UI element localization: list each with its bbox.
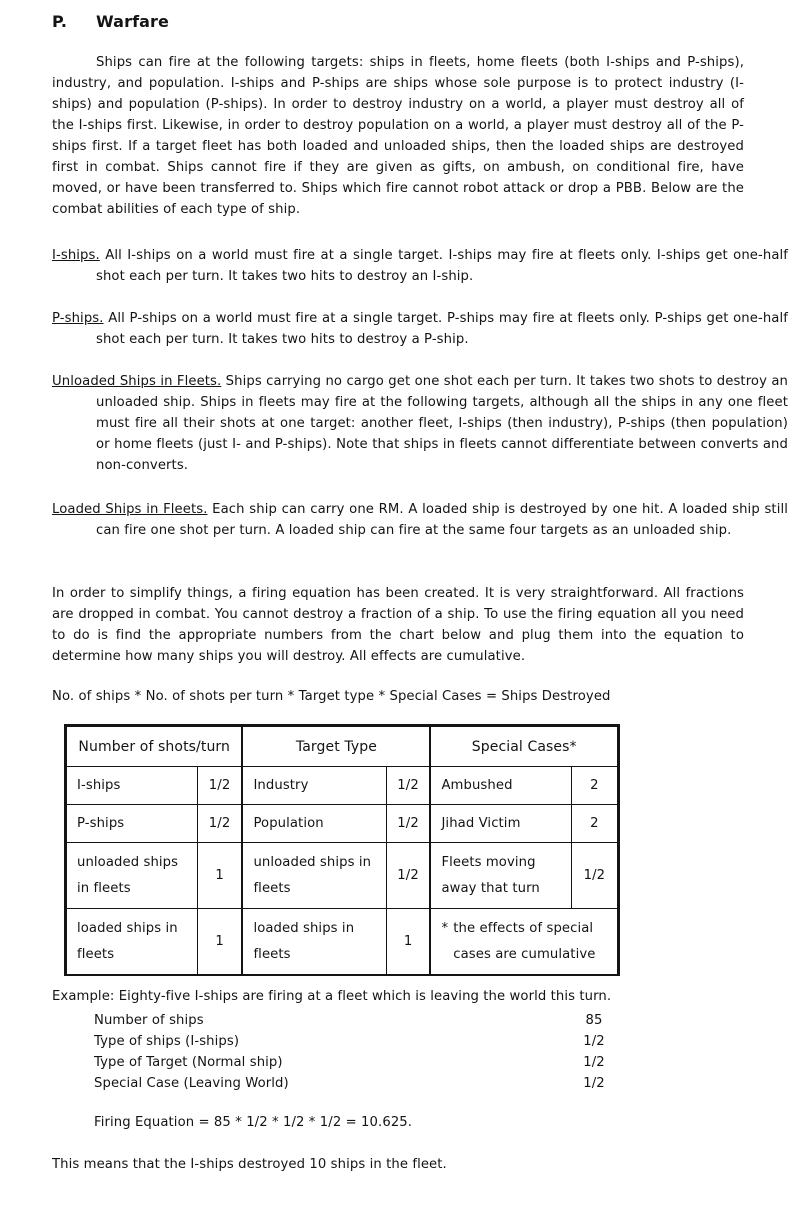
example-row — [94, 1031, 614, 1052]
example-row-label: Special Case (Leaving World) — [94, 1076, 289, 1091]
shots-value: 1 — [197, 843, 242, 909]
shots-label: loaded ships in fleets — [67, 909, 198, 975]
special-value: 2 — [571, 805, 617, 843]
special-label: Fleets moving away that turn — [430, 843, 571, 909]
p-ships-text: All P-ships on a world must fire at a single target. P-ships may fire at fleets only. P-ships get one-half shot each per turn. It takes two hits to destroy a P-ship. — [96, 311, 788, 347]
target-label: Population — [242, 805, 386, 843]
i-ships-term: I-ships. — [52, 248, 100, 263]
firing-chart-table — [66, 726, 618, 975]
special-value: 2 — [571, 767, 617, 805]
section-number: P. — [52, 12, 68, 31]
unloaded-ships-text: Ships carrying no cargo get one shot each per turn. It takes two shots to destroy an unloaded ship. Ships in fleets may fire at the following targets, although all the ships in any one fleet must fire all their shots at one target: another fleet, I-ships (then industry), P-ships (then population) or home fleets (just I- and P-ships). Note that ships in fleets cannot differentiate between converts and non-converts. — [96, 374, 788, 473]
header-target-type: Target Type — [242, 727, 430, 767]
target-value: 1/2 — [386, 767, 430, 805]
firing-equation-formula: No. of ships * No. of shots per turn * Target type * Special Cases = Ships Destroyed — [52, 689, 611, 704]
chart-row — [67, 843, 618, 909]
intro-paragraph: Ships can fire at the following targets: ships in fleets, home fleets (both I-ships and P-ships), industry, and population. I-ships and P-ships are ships whose sole purpose is to protect industry (I-ships) and population (P-ships). In order to destroy industry on a world, a player must destroy all of the I-ships first. Likewise, in order to destroy population on a world, a player must destroy all of the P-ships first. If a target fleet has both loaded and unloaded ships, then the loaded ships are destroyed first in combat. Ships cannot fire if they are given as gifts, on ambush, on conditional fire, have moved, or have been transferred to. Ships which fire cannot robot attack or drop a PBB. Below are the combat abilities of each type of ship. — [52, 55, 744, 217]
unloaded-ships-paragraph — [52, 371, 788, 476]
chart-row — [67, 909, 618, 975]
section-heading — [52, 12, 169, 31]
example-row-value: 1/2 — [583, 1055, 605, 1070]
i-ships-paragraph — [52, 245, 788, 287]
p-ships-term: P-ships. — [52, 311, 104, 326]
example-values — [94, 1010, 614, 1094]
firing-chart — [64, 724, 620, 976]
example-row-value: 1/2 — [583, 1076, 605, 1091]
i-ships-text: All I-ships on a world must fire at a single target. I-ships may fire at fleets only. I-ships get one-half shot each per turn. It takes two hits to destroy an I-ship. — [96, 248, 789, 284]
example-row-label: Type of ships (I-ships) — [94, 1034, 240, 1049]
example-row-label: Type of Target (Normal ship) — [94, 1055, 283, 1070]
example-intro: Example: Eighty-five I-ships are firing at a fleet which is leaving the world this turn. — [52, 989, 612, 1004]
loaded-ships-paragraph — [52, 499, 788, 541]
chart-header-row — [67, 727, 618, 767]
section-title: Warfare — [96, 12, 169, 31]
note-text: the effects of special cases are cumulative — [453, 920, 596, 962]
special-value: 1/2 — [571, 843, 617, 909]
shots-label: I-ships — [67, 767, 198, 805]
target-value: 1 — [386, 909, 430, 975]
note-marker: * — [441, 920, 449, 936]
shots-label: unloaded ships in fleets — [67, 843, 198, 909]
shots-label: P-ships — [67, 805, 198, 843]
header-special-cases: Special Cases* — [430, 727, 617, 767]
loaded-ships-term: Loaded Ships in Fleets. — [52, 502, 208, 517]
chart-row — [67, 805, 618, 843]
target-value: 1/2 — [386, 805, 430, 843]
special-label: Ambushed — [430, 767, 571, 805]
shots-value: 1 — [197, 909, 242, 975]
shots-value: 1/2 — [197, 767, 242, 805]
example-row — [94, 1052, 614, 1073]
example-row-value: 1/2 — [583, 1034, 605, 1049]
target-label: loaded ships in fleets — [242, 909, 386, 975]
chart-row — [67, 767, 618, 805]
special-label: Jihad Victim — [430, 805, 571, 843]
p-ships-paragraph — [52, 308, 788, 350]
example-firing-equation: Firing Equation = 85 * 1/2 * 1/2 * 1/2 = 10.625. — [94, 1115, 413, 1130]
shots-value: 1/2 — [197, 805, 242, 843]
header-shots: Number of shots/turn — [67, 727, 243, 767]
example-row-value: 85 — [585, 1013, 603, 1028]
target-value: 1/2 — [386, 843, 430, 909]
special-cases-note — [430, 909, 617, 975]
simplify-paragraph: In order to simplify things, a firing equation has been created. It is very straightforward. All fractions are dropped in combat. You cannot destroy a fraction of a ship. To use the firing equation all you need to do is find the appropriate numbers from the chart below and plug them into the equation to determine how many ships you will destroy. All effects are cumulative. — [52, 586, 744, 664]
loaded-ships-text: Each ship can carry one RM. A loaded ship is destroyed by one hit. A loaded ship still can fire one shot per turn. A loaded ship can fire at the same four targets as an unloaded ship. — [96, 502, 788, 538]
target-label: Industry — [242, 767, 386, 805]
target-label: unloaded ships in fleets — [242, 843, 386, 909]
example-row — [94, 1073, 614, 1094]
example-conclusion: This means that the I-ships destroyed 10 ships in the fleet. — [52, 1157, 447, 1172]
example-row — [94, 1010, 614, 1031]
example-row-label: Number of ships — [94, 1013, 204, 1028]
unloaded-ships-term: Unloaded Ships in Fleets. — [52, 374, 222, 389]
